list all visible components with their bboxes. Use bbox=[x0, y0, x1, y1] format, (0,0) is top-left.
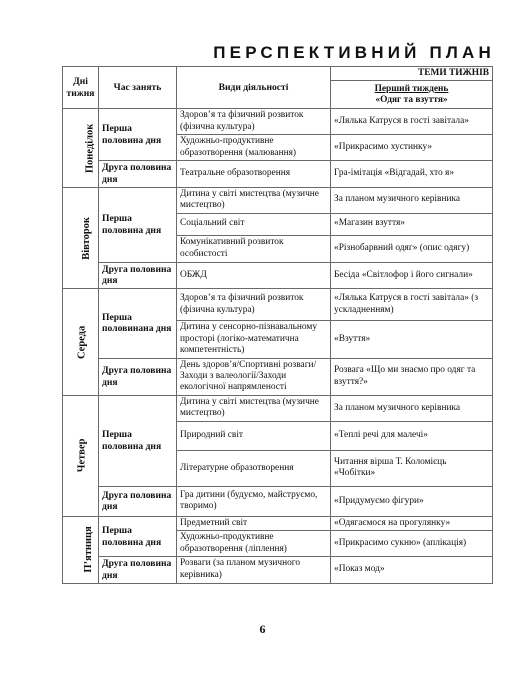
period-label: Друга половина дня bbox=[99, 161, 177, 187]
day-cell bbox=[63, 289, 99, 396]
table-row bbox=[63, 516, 493, 530]
theme-cell: «Лялька Катруся в гості завітала» bbox=[331, 109, 493, 135]
day-cell bbox=[63, 109, 99, 187]
activity-cell: Здоров’я та фізичний розвиток (фізична культура) bbox=[177, 289, 331, 321]
header-themes: ТЕМИ ТИЖНІВ bbox=[331, 67, 493, 81]
theme-cell: «Показ мод» bbox=[331, 557, 493, 583]
table-row bbox=[63, 262, 493, 288]
period-label: Перша половинана дня bbox=[99, 289, 177, 358]
period-label: Друга половина дня bbox=[99, 358, 177, 395]
week-label: Перший тиждень bbox=[374, 83, 449, 94]
activity-cell: Дитина у світі мистецтва (музичне мистецтво) bbox=[177, 187, 331, 213]
theme-cell: «Прикрасимо хустинку» bbox=[331, 135, 493, 161]
activity-cell: Гра дитини (будуємо, майструємо, творимо) bbox=[177, 486, 331, 516]
day-cell bbox=[63, 395, 99, 516]
activity-cell: Театральне образотворення bbox=[177, 161, 331, 187]
theme-cell: Розвага «Що ми знаємо про одяг та взуття?» bbox=[331, 358, 493, 395]
plan-body bbox=[63, 109, 493, 583]
theme-cell: «Взуття» bbox=[331, 321, 493, 358]
header-days: Дні тижня bbox=[63, 67, 99, 109]
theme-cell: «Теплі речі для малечі» bbox=[331, 421, 493, 450]
activity-cell: Дитина у світі мистецтва (музичне мистецтво) bbox=[177, 395, 331, 421]
page-number: 6 bbox=[259, 622, 266, 636]
period-label: Перша половина дня bbox=[99, 187, 177, 262]
theme-cell: «Лялька Катруся в гості завітала» (з ускладненням) bbox=[331, 289, 493, 321]
activity-cell: Дитина у сенсорно-пізнавальному просторі (логіко-математична компетентність) bbox=[177, 321, 331, 358]
table-row bbox=[63, 109, 493, 135]
day-name: П’ятниця bbox=[82, 526, 94, 573]
header-time: Час занять bbox=[99, 67, 177, 109]
theme-cell: «Прикрасимо сукню» (аплікація) bbox=[331, 531, 493, 557]
theme-cell: За планом музичного керівника bbox=[331, 395, 493, 421]
activity-cell: Розваги (за планом музичного керівника) bbox=[177, 557, 331, 583]
day-name: Понеділок bbox=[84, 123, 96, 173]
table-row bbox=[63, 358, 493, 395]
theme-cell: За планом музичного керівника bbox=[331, 187, 493, 213]
period-label: Перша половина дня bbox=[99, 109, 177, 161]
day-name: Середа bbox=[76, 325, 88, 359]
plan-table bbox=[62, 66, 493, 584]
activity-cell: Соціальний світ bbox=[177, 213, 331, 235]
table-row bbox=[63, 395, 493, 421]
day-name: Вівторок bbox=[80, 216, 92, 260]
table-row bbox=[63, 486, 493, 516]
activity-cell: Здоров’я та фізичний розвиток (фізична культура) bbox=[177, 109, 331, 135]
theme-cell: «Придумуємо фігури» bbox=[331, 486, 493, 516]
table-row bbox=[63, 187, 493, 213]
activity-cell: Літературне образотворення bbox=[177, 450, 331, 486]
period-label: Перша половина дня bbox=[99, 395, 177, 486]
period-label: Друга половина дня bbox=[99, 262, 177, 288]
day-name: Четвер bbox=[76, 439, 88, 473]
period-label: Друга половина дня bbox=[99, 557, 177, 583]
page-title: ПЕРСПЕКТИВНИЙ ПЛАН bbox=[213, 43, 495, 62]
theme-cell: Гра-імітація «Відгадай, хто я» bbox=[331, 161, 493, 187]
activity-cell: Природний світ bbox=[177, 421, 331, 450]
activity-cell: Художньо-продуктивне образотворення (ліплення) bbox=[177, 531, 331, 557]
header-activities: Види діяльності bbox=[177, 67, 331, 109]
table-row bbox=[63, 289, 493, 321]
activity-cell: День здоров’я/Спортивні розваги/Заходи з валеології/Заходи екологічної напрямленості bbox=[177, 358, 331, 395]
activity-cell: Предметний світ bbox=[177, 516, 331, 530]
day-cell bbox=[63, 516, 99, 583]
week-theme: «Одяг та взуття» bbox=[375, 94, 448, 105]
header-week bbox=[331, 81, 493, 109]
table-row bbox=[63, 557, 493, 583]
activity-cell: ОБЖД bbox=[177, 262, 331, 288]
theme-cell: «Різнобарвний одяг» (опис одягу) bbox=[331, 235, 493, 262]
theme-cell: Бесіда «Світлофор і його сигнали» bbox=[331, 262, 493, 288]
activity-cell: Комунікативний розвиток особистості bbox=[177, 235, 331, 262]
theme-cell: «Магазин взуття» bbox=[331, 213, 493, 235]
theme-cell: Читання вірша Т. Коломієць «Чобітки» bbox=[331, 450, 493, 486]
period-label: Друга половина дня bbox=[99, 486, 177, 516]
activity-cell: Художньо-продуктивне образотворення (малювання) bbox=[177, 135, 331, 161]
period-label: Перша половина дня bbox=[99, 516, 177, 556]
table-row bbox=[63, 161, 493, 187]
theme-cell: «Одягаємося на прогулянку» bbox=[331, 516, 493, 530]
day-cell bbox=[63, 187, 99, 288]
